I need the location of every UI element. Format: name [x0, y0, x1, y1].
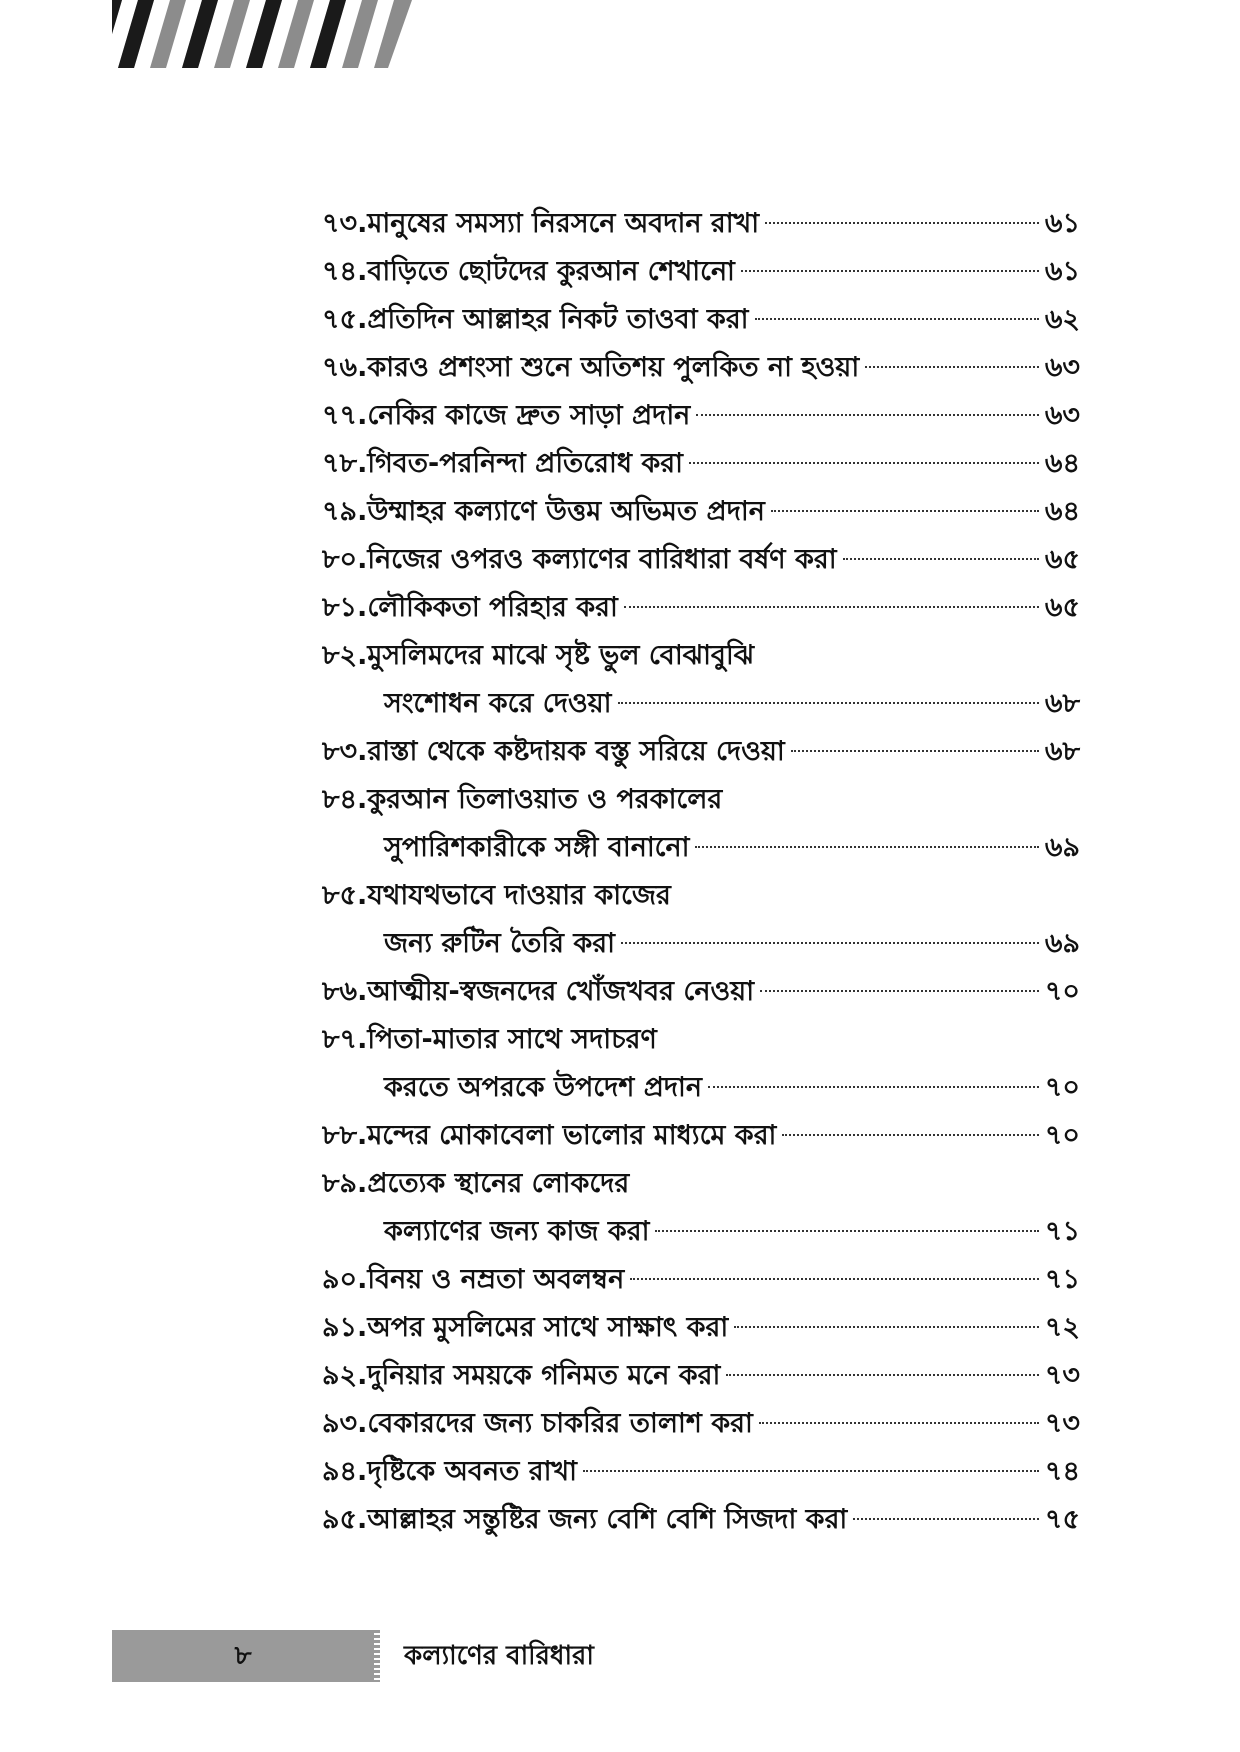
page-number: ৮	[234, 1641, 252, 1671]
toc-entry-number: ৯২.	[322, 1360, 368, 1391]
toc-entry-page: ৬৩	[1044, 352, 1080, 383]
toc-entry-number: ৮২.	[322, 640, 368, 671]
toc-entry	[322, 488, 1080, 536]
dot-leader	[583, 1470, 1039, 1472]
toc-entry	[322, 1448, 1080, 1496]
toc-entry-number: ৯০.	[322, 1264, 368, 1295]
toc-entry-title: দৃষ্টিকে অবনত রাখা	[367, 1456, 577, 1487]
toc-entry	[322, 344, 1080, 392]
toc-entry-page: ৭৩	[1044, 1408, 1080, 1439]
dot-leader	[741, 270, 1039, 272]
toc-entry-page: ৬২	[1044, 304, 1080, 335]
toc-entry-continuation	[322, 920, 1080, 968]
toc-entry-page: ৭৫	[1044, 1504, 1080, 1535]
toc-entry-title: বেকারদের জন্য চাকরির তালাশ করা	[367, 1408, 753, 1439]
toc-entry-page: ৭০	[1044, 1120, 1080, 1151]
toc-entry-page: ৭০	[1044, 976, 1080, 1007]
toc-entry	[322, 1496, 1080, 1544]
toc-entry-number: ৯১.	[322, 1312, 368, 1343]
toc-entry-number: ৮৯.	[322, 1168, 368, 1199]
toc-entry-number: ৭৯.	[322, 496, 368, 527]
toc-entry-number: ৭৪.	[322, 256, 368, 287]
toc-entry	[322, 872, 1080, 920]
toc-entry-continuation	[322, 824, 1080, 872]
toc-entry	[322, 392, 1080, 440]
toc-entry-number: ৯৪.	[322, 1456, 368, 1487]
toc-entry-page: ৬৪	[1044, 448, 1080, 479]
toc-entry-page: ৬৫	[1044, 544, 1080, 575]
toc-entry-title-line2: সংশোধন করে দেওয়া	[384, 688, 612, 719]
toc-entry	[322, 728, 1080, 776]
dot-leader	[734, 1326, 1039, 1328]
dot-leader	[689, 462, 1039, 464]
decorative-stripes	[112, 0, 432, 68]
toc-entry-number: ৮০.	[322, 544, 368, 575]
dot-leader	[726, 1374, 1039, 1376]
toc-entry	[322, 248, 1080, 296]
toc-entry-title: দুনিয়ার সময়কে গনিমত মনে করা	[367, 1360, 721, 1391]
table-of-contents	[322, 200, 1080, 1544]
dot-leader	[765, 222, 1039, 224]
dot-leader	[708, 1086, 1039, 1088]
toc-entry-page: ৬১	[1044, 208, 1080, 239]
dot-leader	[696, 414, 1039, 416]
toc-entry-number: ৮১.	[322, 592, 368, 623]
dot-leader	[771, 510, 1039, 512]
toc-entry-continuation	[322, 1064, 1080, 1112]
dot-leader	[621, 942, 1039, 944]
dot-leader	[791, 750, 1039, 752]
toc-entry-title: পিতা-মাতার সাথে সদাচরণ	[367, 1024, 657, 1055]
dot-leader	[655, 1230, 1038, 1232]
toc-entry-number: ৭৮.	[322, 448, 368, 479]
toc-entry-page: ৭৪	[1044, 1456, 1080, 1487]
toc-entry	[322, 1112, 1080, 1160]
toc-entry-page: ৬৮	[1044, 736, 1080, 767]
toc-entry-number: ৭৭.	[322, 400, 368, 431]
toc-entry-title: লৌকিকতা পরিহার করা	[367, 592, 618, 623]
toc-entry-number: ৯৩.	[322, 1408, 368, 1439]
toc-entry-number: ৭৫.	[322, 304, 368, 335]
toc-entry-page: ৭১	[1044, 1216, 1080, 1247]
running-book-title: কল্যাণের বারিধারা	[404, 1641, 594, 1671]
toc-entry-page: ৭৩	[1044, 1360, 1080, 1391]
toc-entry-page: ৬৩	[1044, 400, 1080, 431]
toc-entry-title: আত্মীয়-স্বজনদের খোঁজখবর নেওয়া	[367, 976, 755, 1007]
toc-entry	[322, 1016, 1080, 1064]
toc-entry	[322, 536, 1080, 584]
toc-entry-title-line2: কল্যাণের জন্য কাজ করা	[384, 1216, 650, 1247]
toc-entry	[322, 1304, 1080, 1352]
dot-leader	[695, 846, 1038, 848]
toc-entry-number: ৭৩.	[322, 208, 368, 239]
toc-entry-title: মানুষের সমস্যা নিরসনে অবদান রাখা	[367, 208, 760, 239]
toc-entry-page: ৬৪	[1044, 496, 1080, 527]
dot-leader	[760, 990, 1039, 992]
toc-entry-continuation	[322, 1208, 1080, 1256]
toc-entry-title: মন্দের মোকাবেলা ভালোর মাধ্যমে করা	[367, 1120, 777, 1151]
toc-entry-title: রাস্তা থেকে কষ্টদায়ক বস্তু সরিয়ে দেওয়া	[367, 736, 785, 767]
toc-entry	[322, 440, 1080, 488]
dot-leader	[865, 366, 1039, 368]
toc-entry-title: বাড়িতে ছোটদের কুরআন শেখানো	[367, 256, 735, 287]
toc-entry-page: ৭০	[1044, 1072, 1080, 1103]
toc-entry-title-line2: জন্য রুটিন তৈরি করা	[384, 928, 615, 959]
toc-entry-number: ৮৪.	[322, 784, 368, 815]
toc-entry-number: ৮৬.	[322, 976, 368, 1007]
toc-entry	[322, 1160, 1080, 1208]
toc-entry	[322, 200, 1080, 248]
toc-entry-title-line2: সুপারিশকারীকে সঙ্গী বানানো	[384, 832, 690, 863]
toc-entry-title: গিবত-পরনিন্দা প্রতিরোধ করা	[367, 448, 683, 479]
toc-entry-number: ৮৫.	[322, 880, 368, 911]
footer-page-bar	[112, 1630, 374, 1682]
toc-entry-number: ৯৫.	[322, 1504, 368, 1535]
dot-leader	[618, 702, 1039, 704]
toc-entry-title: কুরআন তিলাওয়াত ও পরকালের	[367, 784, 723, 815]
toc-entry-title: অপর মুসলিমের সাথে সাক্ষাৎ করা	[367, 1312, 729, 1343]
toc-entry-title: প্রতিদিন আল্লাহর নিকট তাওবা করা	[367, 304, 749, 335]
dot-leader	[755, 318, 1039, 320]
toc-entry-title: বিনয় ও নম্রতা অবলম্বন	[367, 1264, 625, 1295]
toc-entry	[322, 1400, 1080, 1448]
toc-entry-page: ৬৯	[1044, 832, 1080, 863]
toc-entry	[322, 776, 1080, 824]
dot-leader	[630, 1278, 1039, 1280]
toc-entry	[322, 1256, 1080, 1304]
toc-entry-title: কারও প্রশংসা শুনে অতিশয় পুলকিত না হওয়া	[367, 352, 860, 383]
toc-entry-page: ৬৯	[1044, 928, 1080, 959]
toc-entry-title: উম্মাহর কল্যাণে উত্তম অভিমত প্রদান	[367, 496, 765, 527]
dot-leader	[759, 1422, 1039, 1424]
dot-leader	[853, 1518, 1039, 1520]
toc-entry-continuation	[322, 680, 1080, 728]
toc-entry-number: ৮৩.	[322, 736, 368, 767]
toc-entry	[322, 968, 1080, 1016]
dot-leader	[843, 558, 1039, 560]
toc-entry	[322, 1352, 1080, 1400]
toc-entry-page: ৭২	[1044, 1312, 1080, 1343]
toc-entry	[322, 632, 1080, 680]
toc-entry-number: ৭৬.	[322, 352, 368, 383]
toc-entry-title: মুসলিমদের মাঝে সৃষ্ট ভুল বোঝাবুঝি	[367, 640, 755, 671]
toc-entry	[322, 296, 1080, 344]
toc-entry-title: প্রত্যেক স্থানের লোকদের	[367, 1168, 630, 1199]
toc-entry-title: নেকির কাজে দ্রুত সাড়া প্রদান	[367, 400, 691, 431]
toc-entry-number: ৮৭.	[322, 1024, 368, 1055]
toc-entry-title: আল্লাহর সন্তুষ্টির জন্য বেশি বেশি সিজদা করা	[367, 1504, 848, 1535]
toc-entry-title: যথাযথভাবে দাওয়ার কাজের	[367, 880, 671, 911]
toc-entry-number: ৮৮.	[322, 1120, 368, 1151]
toc-entry-page: ৬৫	[1044, 592, 1080, 623]
toc-entry-page: ৬৮	[1044, 688, 1080, 719]
dot-leader	[624, 606, 1039, 608]
toc-entry-page: ৭১	[1044, 1264, 1080, 1295]
dot-leader	[782, 1134, 1038, 1136]
toc-entry-title: নিজের ওপরও কল্যাণের বারিধারা বর্ষণ করা	[367, 544, 837, 575]
toc-entry-title-line2: করতে অপরকে উপদেশ প্রদান	[384, 1072, 703, 1103]
toc-entry	[322, 584, 1080, 632]
toc-entry-page: ৬১	[1044, 256, 1080, 287]
